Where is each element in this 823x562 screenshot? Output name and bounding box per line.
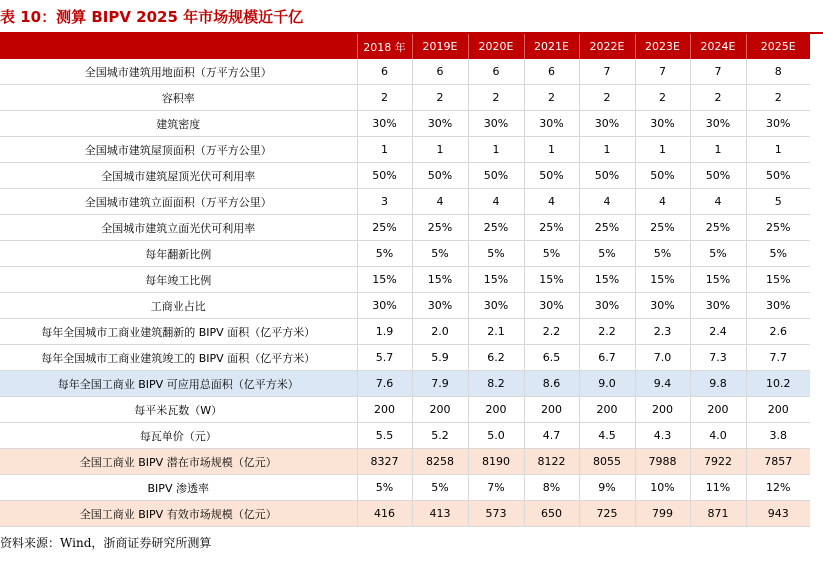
cell-value: 4 <box>524 189 579 215</box>
row-label: BIPV 渗透率 <box>0 475 357 501</box>
table-row <box>0 475 810 501</box>
header-year: 2020E <box>468 34 524 59</box>
cell-value: 25% <box>357 215 412 241</box>
row-label: 容积率 <box>0 85 357 111</box>
cell-value: 1 <box>357 137 412 163</box>
cell-value: 2 <box>524 85 579 111</box>
header-corner <box>0 34 357 59</box>
cell-value: 10.2 <box>746 371 810 397</box>
cell-value: 8% <box>524 475 579 501</box>
header-row <box>0 34 810 59</box>
cell-value: 2 <box>468 85 524 111</box>
cell-value: 11% <box>690 475 746 501</box>
cell-value: 2 <box>579 85 635 111</box>
cell-value: 12% <box>746 475 810 501</box>
cell-value: 5% <box>690 241 746 267</box>
cell-value: 200 <box>746 397 810 423</box>
cell-value: 30% <box>579 111 635 137</box>
cell-value: 5.9 <box>412 345 468 371</box>
row-label: 每年全国城市工商业建筑翻新的 BIPV 面积（亿平方米） <box>0 319 357 345</box>
cell-value: 30% <box>579 293 635 319</box>
cell-value: 25% <box>412 215 468 241</box>
cell-value: 799 <box>635 501 690 527</box>
cell-value: 30% <box>635 111 690 137</box>
cell-value: 5.5 <box>357 423 412 449</box>
table-row <box>0 423 810 449</box>
cell-value: 15% <box>635 267 690 293</box>
cell-value: 9% <box>579 475 635 501</box>
cell-value: 50% <box>579 163 635 189</box>
cell-value: 5% <box>357 475 412 501</box>
cell-value: 7.0 <box>635 345 690 371</box>
cell-value: 871 <box>690 501 746 527</box>
cell-value: 2.6 <box>746 319 810 345</box>
cell-value: 7% <box>468 475 524 501</box>
row-label: 每年全国城市工商业建筑竣工的 BIPV 面积（亿平方米） <box>0 345 357 371</box>
cell-value: 1 <box>690 137 746 163</box>
cell-value: 2.1 <box>468 319 524 345</box>
cell-value: 50% <box>357 163 412 189</box>
cell-value: 25% <box>468 215 524 241</box>
table-row <box>0 293 810 319</box>
cell-value: 5% <box>524 241 579 267</box>
cell-value: 6 <box>357 59 412 85</box>
cell-value: 5 <box>746 189 810 215</box>
row-label: 每平米瓦数（W） <box>0 397 357 423</box>
cell-value: 573 <box>468 501 524 527</box>
cell-value: 200 <box>524 397 579 423</box>
cell-value: 416 <box>357 501 412 527</box>
cell-value: 30% <box>357 293 412 319</box>
cell-value: 7988 <box>635 449 690 475</box>
cell-value: 25% <box>524 215 579 241</box>
cell-value: 6 <box>412 59 468 85</box>
cell-value: 200 <box>579 397 635 423</box>
cell-value: 7 <box>635 59 690 85</box>
cell-value: 6.7 <box>579 345 635 371</box>
cell-value: 15% <box>690 267 746 293</box>
cell-value: 2.2 <box>579 319 635 345</box>
cell-value: 9.0 <box>579 371 635 397</box>
cell-value: 5% <box>412 475 468 501</box>
row-label: 全国城市建筑立面光伏可利用率 <box>0 215 357 241</box>
cell-value: 30% <box>524 111 579 137</box>
cell-value: 15% <box>468 267 524 293</box>
cell-value: 8327 <box>357 449 412 475</box>
row-label: 每年竣工比例 <box>0 267 357 293</box>
cell-value: 4.7 <box>524 423 579 449</box>
cell-value: 8.2 <box>468 371 524 397</box>
cell-value: 725 <box>579 501 635 527</box>
row-label: 全国工商业 BIPV 潜在市场规模（亿元） <box>0 449 357 475</box>
cell-value: 30% <box>468 293 524 319</box>
cell-value: 8 <box>746 59 810 85</box>
cell-value: 30% <box>746 293 810 319</box>
cell-value: 4 <box>635 189 690 215</box>
cell-value: 3.8 <box>746 423 810 449</box>
row-label: 工商业占比 <box>0 293 357 319</box>
row-label: 每瓦单价（元） <box>0 423 357 449</box>
row-label: 全国城市建筑屋顶光伏可利用率 <box>0 163 357 189</box>
cell-value: 30% <box>412 111 468 137</box>
cell-value: 30% <box>468 111 524 137</box>
cell-value: 1 <box>468 137 524 163</box>
cell-value: 7.3 <box>690 345 746 371</box>
cell-value: 200 <box>468 397 524 423</box>
cell-value: 1 <box>412 137 468 163</box>
cell-value: 5.2 <box>412 423 468 449</box>
cell-value: 4 <box>412 189 468 215</box>
cell-value: 943 <box>746 501 810 527</box>
cell-value: 15% <box>412 267 468 293</box>
row-label: 全国工商业 BIPV 有效市场规模（亿元） <box>0 501 357 527</box>
cell-value: 30% <box>690 111 746 137</box>
cell-value: 25% <box>635 215 690 241</box>
cell-value: 8122 <box>524 449 579 475</box>
cell-value: 2 <box>357 85 412 111</box>
cell-value: 5% <box>468 241 524 267</box>
table-row <box>0 163 810 189</box>
row-label: 建筑密度 <box>0 111 357 137</box>
table-row <box>0 371 810 397</box>
cell-value: 6.2 <box>468 345 524 371</box>
table-row <box>0 397 810 423</box>
cell-value: 50% <box>635 163 690 189</box>
cell-value: 4 <box>690 189 746 215</box>
cell-value: 2.3 <box>635 319 690 345</box>
cell-value: 25% <box>690 215 746 241</box>
cell-value: 1 <box>746 137 810 163</box>
header-year: 2019E <box>412 34 468 59</box>
cell-value: 650 <box>524 501 579 527</box>
header-year: 2022E <box>579 34 635 59</box>
header-year: 2024E <box>690 34 746 59</box>
cell-value: 1 <box>635 137 690 163</box>
cell-value: 4.0 <box>690 423 746 449</box>
cell-value: 5.0 <box>468 423 524 449</box>
cell-value: 50% <box>468 163 524 189</box>
cell-value: 200 <box>635 397 690 423</box>
cell-value: 50% <box>412 163 468 189</box>
cell-value: 200 <box>412 397 468 423</box>
cell-value: 50% <box>746 163 810 189</box>
cell-value: 2.0 <box>412 319 468 345</box>
cell-value: 2.4 <box>690 319 746 345</box>
cell-value: 4.5 <box>579 423 635 449</box>
cell-value: 15% <box>524 267 579 293</box>
cell-value: 2 <box>635 85 690 111</box>
cell-value: 7857 <box>746 449 810 475</box>
row-label: 每年全国工商业 BIPV 可应用总面积（亿平方米） <box>0 371 357 397</box>
cell-value: 8190 <box>468 449 524 475</box>
cell-value: 50% <box>524 163 579 189</box>
cell-value: 50% <box>690 163 746 189</box>
table-row <box>0 345 810 371</box>
cell-value: 8055 <box>579 449 635 475</box>
table-row <box>0 449 810 475</box>
source-note: 资料来源：Wind，浙商证券研究所测算 <box>0 536 212 550</box>
cell-value: 5% <box>579 241 635 267</box>
table-row <box>0 241 810 267</box>
row-label: 全国城市建筑屋顶面积（万平方公里） <box>0 137 357 163</box>
cell-value: 9.4 <box>635 371 690 397</box>
cell-value: 7.9 <box>412 371 468 397</box>
cell-value: 25% <box>579 215 635 241</box>
row-label: 全国城市建筑用地面积（万平方公里） <box>0 59 357 85</box>
cell-value: 4.3 <box>635 423 690 449</box>
cell-value: 30% <box>524 293 579 319</box>
table-row <box>0 85 810 111</box>
header-year: 2018 年 <box>357 34 412 59</box>
cell-value: 30% <box>412 293 468 319</box>
cell-value: 7 <box>579 59 635 85</box>
header-year: 2021E <box>524 34 579 59</box>
cell-value: 7922 <box>690 449 746 475</box>
cell-value: 5.7 <box>357 345 412 371</box>
cell-value: 8258 <box>412 449 468 475</box>
cell-value: 6 <box>524 59 579 85</box>
cell-value: 7 <box>690 59 746 85</box>
table-row <box>0 319 810 345</box>
table-row <box>0 267 810 293</box>
cell-value: 5% <box>357 241 412 267</box>
cell-value: 15% <box>579 267 635 293</box>
row-label: 全国城市建筑立面面积（万平方公里） <box>0 189 357 215</box>
table-row <box>0 111 810 137</box>
cell-value: 2 <box>412 85 468 111</box>
table-row <box>0 215 810 241</box>
table-row <box>0 189 810 215</box>
header-year: 2025E <box>746 34 810 59</box>
cell-value: 8.6 <box>524 371 579 397</box>
cell-value: 10% <box>635 475 690 501</box>
cell-value: 30% <box>746 111 810 137</box>
cell-value: 4 <box>579 189 635 215</box>
cell-value: 30% <box>690 293 746 319</box>
cell-value: 25% <box>746 215 810 241</box>
table-row <box>0 59 810 85</box>
cell-value: 7.6 <box>357 371 412 397</box>
cell-value: 15% <box>746 267 810 293</box>
cell-value: 7.7 <box>746 345 810 371</box>
table-row <box>0 137 810 163</box>
cell-value: 5% <box>746 241 810 267</box>
cell-value: 1 <box>524 137 579 163</box>
table-title: 表 10：测算 BIPV 2025 年市场规模近千亿 <box>0 8 304 26</box>
cell-value: 6 <box>468 59 524 85</box>
cell-value: 2 <box>690 85 746 111</box>
cell-value: 3 <box>357 189 412 215</box>
cell-value: 5% <box>635 241 690 267</box>
bipv-market-table <box>0 34 810 527</box>
row-label: 每年翻新比例 <box>0 241 357 267</box>
cell-value: 9.8 <box>690 371 746 397</box>
cell-value: 413 <box>412 501 468 527</box>
cell-value: 1.9 <box>357 319 412 345</box>
cell-value: 200 <box>690 397 746 423</box>
cell-value: 6.5 <box>524 345 579 371</box>
header-year: 2023E <box>635 34 690 59</box>
table-row <box>0 501 810 527</box>
cell-value: 30% <box>635 293 690 319</box>
cell-value: 4 <box>468 189 524 215</box>
cell-value: 1 <box>579 137 635 163</box>
cell-value: 200 <box>357 397 412 423</box>
cell-value: 2 <box>746 85 810 111</box>
cell-value: 30% <box>357 111 412 137</box>
cell-value: 5% <box>412 241 468 267</box>
cell-value: 2.2 <box>524 319 579 345</box>
table-body <box>0 59 810 527</box>
cell-value: 15% <box>357 267 412 293</box>
